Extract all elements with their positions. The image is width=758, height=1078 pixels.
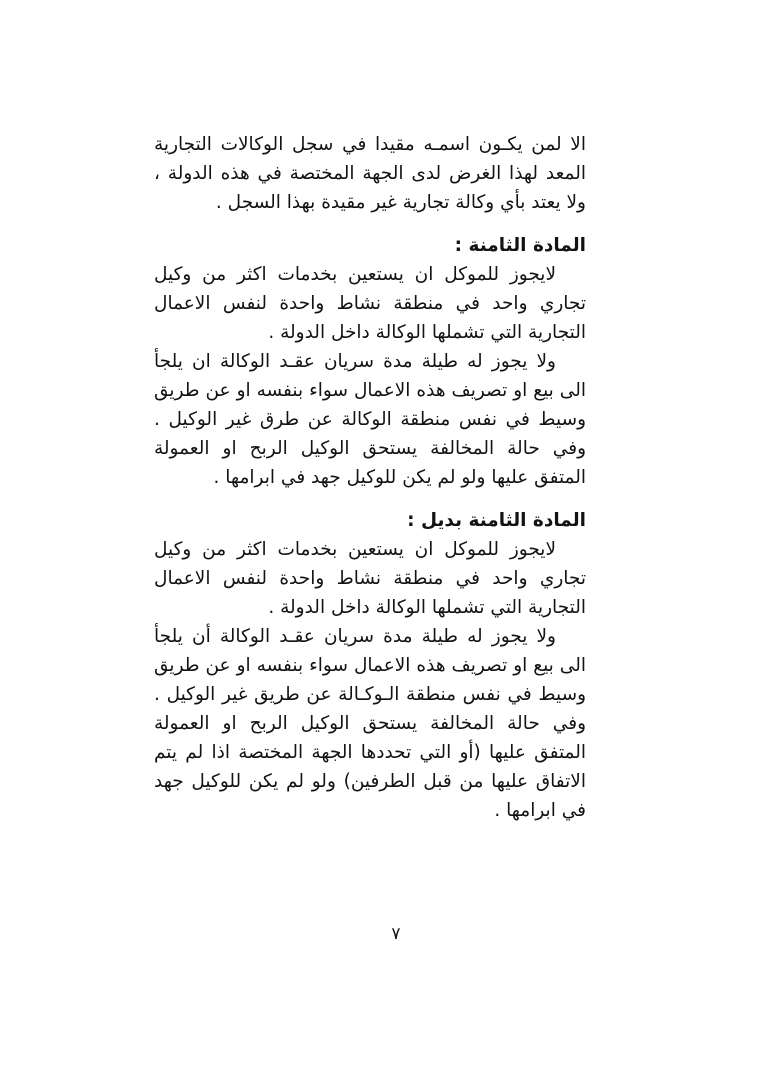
- article-eight-heading: المادة الثامنة :: [454, 235, 586, 256]
- continuation-paragraph: الا لمن يكـون اسمـه مقيدا في سجل الوكالات التجارية المعد لهذا الغرض لدى الجهة المختصة في هذه الدولة ، ولا يعتد بأي وكالة تجارية غير مقيدة بهذا السجل .: [154, 134, 586, 213]
- article-eight-alternate-heading: المادة الثامنة بديل :: [407, 510, 586, 531]
- document-text-block: [154, 130, 586, 825]
- article-eight-alternate-paragraph-1: لايجوز للموكل ان يستعين بخدمات اكثر من وكيل تجاري واحد في منطقة نشاط واحدة لنفس الاعمال التجارية التي تشملها الوكالة داخل الدولة .: [154, 539, 586, 618]
- page-number: ٧: [391, 924, 401, 944]
- article-eight-paragraph-2: ولا يجوز له طيلة مدة سريان عقـد الوكالة ان يلجأ الى بيع او تصريف هذه الاعمال سواء بنفسه او عن طريق وسيط في نفس منطقة الوكالة عن طرق غير الوكيل . وفي حالة المخالفة يستحق الوكيل الربح او العمولة المتفق عليها ولو لم يكن للوكيل جهد في ابرامها .: [154, 351, 586, 488]
- article-eight-alternate-paragraph-2: ولا يجوز له طيلة مدة سريان عقـد الوكالة أن يلجأ الى بيع او تصريف هذه الاعمال سواء بنفسه او عن طريق وسيط في نفس منطقة الـوكـالة عن طريق غير الوكيل . وفي حالة المخالفة يستحق الوكيل الربح او العمولة المتفق عليها (أو التي تحددها الجهة المختصة اذا لم يتم الاتفاق عليها من قبل الطرفين) ولو لم يكن للوكيل جهد في ابرامها .: [154, 626, 586, 821]
- article-eight-paragraph-1: لايجوز للموكل ان يستعين بخدمات اكثر من وكيل تجاري واحد في منطقة نشاط واحدة لنفس الاعمال التجارية التي تشملها الوكالة داخل الدولة .: [154, 264, 586, 343]
